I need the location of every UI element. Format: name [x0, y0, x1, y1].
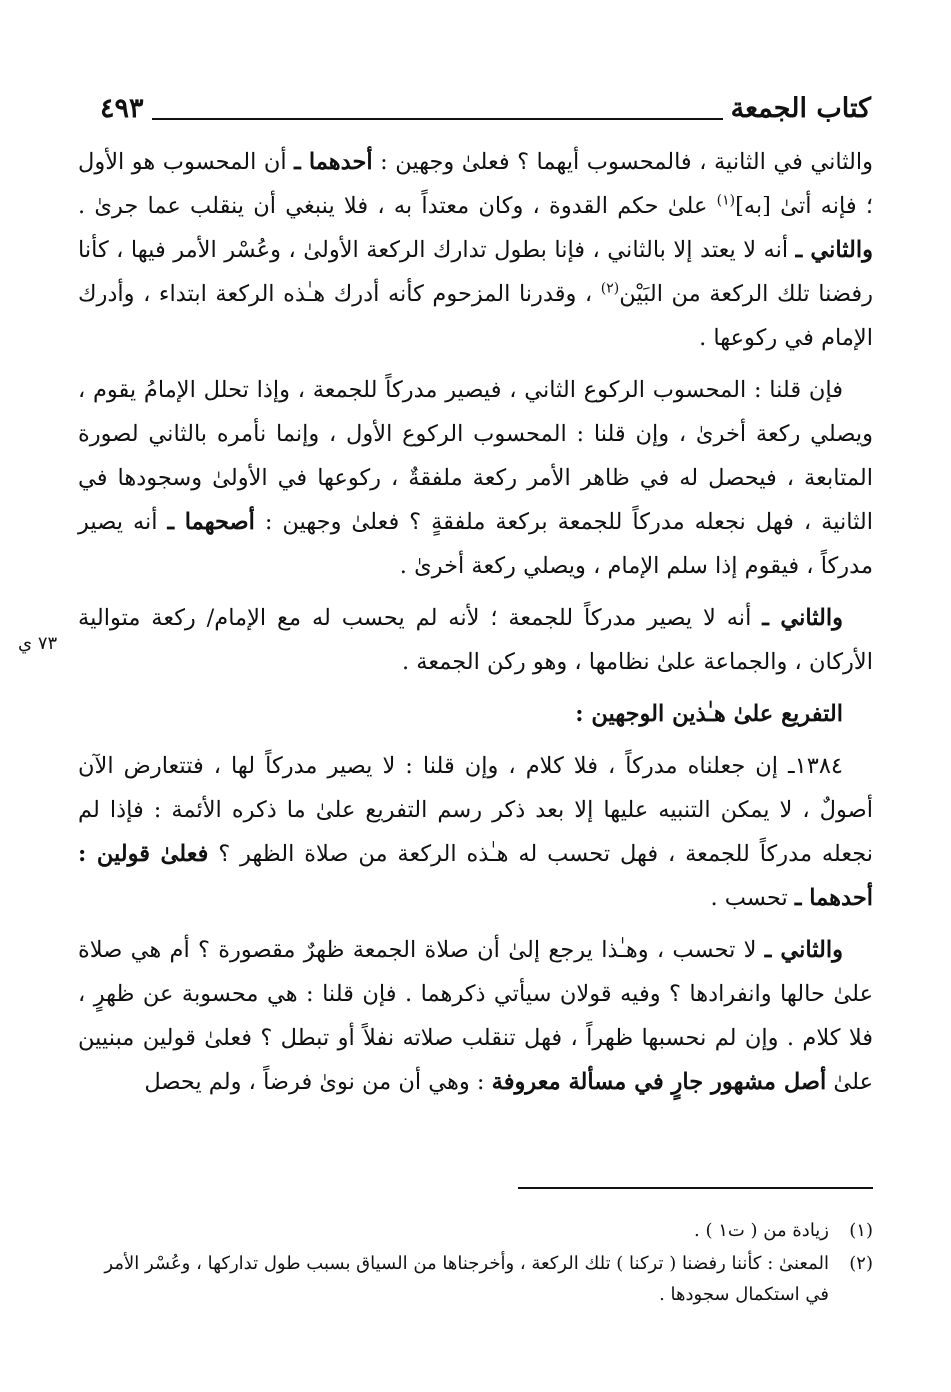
text-run: علىٰ حكم القدوة ، وكان معتداً به ، فلا ينبغي أن ينقلب عما جرىٰ . — [78, 193, 717, 219]
page-number: ٤٩٣ — [100, 93, 144, 124]
chapter-title: كتاب الجمعة — [730, 93, 871, 124]
bold-term: فعلىٰ قولين : أحدهما ـ — [78, 841, 873, 911]
margin-manuscript-note: ٧٣ ي — [18, 633, 58, 654]
body-text — [78, 140, 873, 1112]
paragraph-5 — [78, 744, 873, 920]
header-rule — [152, 118, 723, 120]
footnote-number: (٢) — [849, 1253, 873, 1274]
footnote-ref-1: (١) — [716, 192, 736, 209]
footnote-text: زيادة من ( ت١ ) . — [694, 1220, 829, 1241]
paragraph-3 — [78, 596, 873, 684]
text-run: أنه يصير مدركاً ، فيقوم إذا سلم الإمام ، ويصلي ركعة أخرىٰ . — [78, 509, 873, 579]
text-run: تحسب . — [710, 885, 795, 911]
footnote-1 — [78, 1215, 873, 1246]
text-run: : وهي أن من نوىٰ فرضاً ، ولم يحصل — [144, 1069, 492, 1095]
text-run: والثاني في الثانية ، فالمحسوب أيهما ؟ فعلىٰ وجهين : — [372, 149, 873, 175]
text-run: ، وقدرنا المزحوم كأنه أدرك هـٰذه الركعة ابتداء ، وأدرك الإمام في ركوعها . — [78, 281, 873, 351]
text-run: لا تحسب ، وهـٰذا يرجع إلىٰ أن صلاة الجمعة ظهرٌ مقصورة ؟ أم هي صلاة علىٰ حالها وانفرادها ؟ وفيه قولان سيأتي ذكرهما . فإن قلنا : هي محسوبة عن ظهرٍ ، فلا كلام . وإن لم نحسبها ظهراً ، فهل تنقلب صلاته نفلاً أو تبطل ؟ فعلىٰ قولين مبنيين علىٰ — [78, 937, 873, 1095]
paragraph-1 — [78, 140, 873, 360]
footnote-ref-2: (٢) — [600, 280, 620, 297]
footnote-2 — [78, 1248, 873, 1310]
section-heading: التفريع علىٰ هـٰذين الوجهين : — [575, 701, 843, 727]
bold-term: أصل مشهور جارٍ في مسألة معروفة — [491, 1069, 827, 1095]
running-header — [100, 86, 871, 126]
text-run: ١٣٨٤ـ إن جعلناه مدركاً ، فلا كلام ، وإن قلنا : لا يصير مدركاً لها ، فتتعارض الآن أصولٌ ، لا يمكن التنبيه عليها إلا بعد ذكر رسم التفريع علىٰ ما ذكره الأئمة : فإذا لم نجعله مدركاً للجمعة ، فهل تحسب له هـٰذه الركعة من صلاة الظهر ؟ — [78, 753, 873, 867]
footnote-text: المعنىٰ : كأننا رفضنا ( تركنا ) تلك الركعة ، وأخرجناها من السياق بسبب طول تداركها ، وعُسْر الأمر في استكمال سجودها . — [104, 1253, 829, 1305]
text-run: أنه لا يصير مدركاً للجمعة ؛ لأنه لم يحسب له مع الإمام/ ركعة متوالية الأركان ، والجماعة علىٰ نظامها ، وهو ركن الجمعة . — [78, 605, 873, 675]
footnote-number: (١) — [849, 1220, 873, 1241]
bold-term: والثاني ـ — [762, 605, 843, 631]
text-run: أن المحسوب هو الأول ؛ فإنه أتىٰ [به] — [78, 149, 873, 219]
paragraph-2 — [78, 368, 873, 588]
footnote-divider — [518, 1187, 873, 1189]
bold-term: والثاني ـ — [795, 237, 874, 263]
paragraph-6 — [78, 928, 873, 1104]
bold-term: أحدهما ـ — [294, 149, 373, 175]
text-run: أنه لا يعتد إلا بالثاني ، فإنا بطول تدارك الركعة الأولىٰ ، وعُسْر الأمر فيها ، كأنا رفضنا تلك الركعة من البَيْن — [78, 237, 873, 307]
bold-term: والثاني ـ — [764, 937, 843, 963]
bold-term: أصحهما ـ — [167, 509, 255, 535]
footnotes — [78, 1215, 873, 1312]
text-run: فإن قلنا : المحسوب الركوع الثاني ، فيصير مدركاً للجمعة ، وإذا تحلل الإمامُ يقوم ، ويصلي ركعة أخرىٰ ، وإن قلنا : المحسوب الركوع الأول ، وإنما نأمره بالثاني لصورة المتابعة ، فيحصل له في ظاهر الأمر ركعة ملفقةٌ ، ركوعها في الأولىٰ وسجودها في الثانية ، فهل نجعله مدركاً للجمعة بركعة ملفقةٍ ؟ فعلىٰ وجهين : — [78, 377, 873, 535]
